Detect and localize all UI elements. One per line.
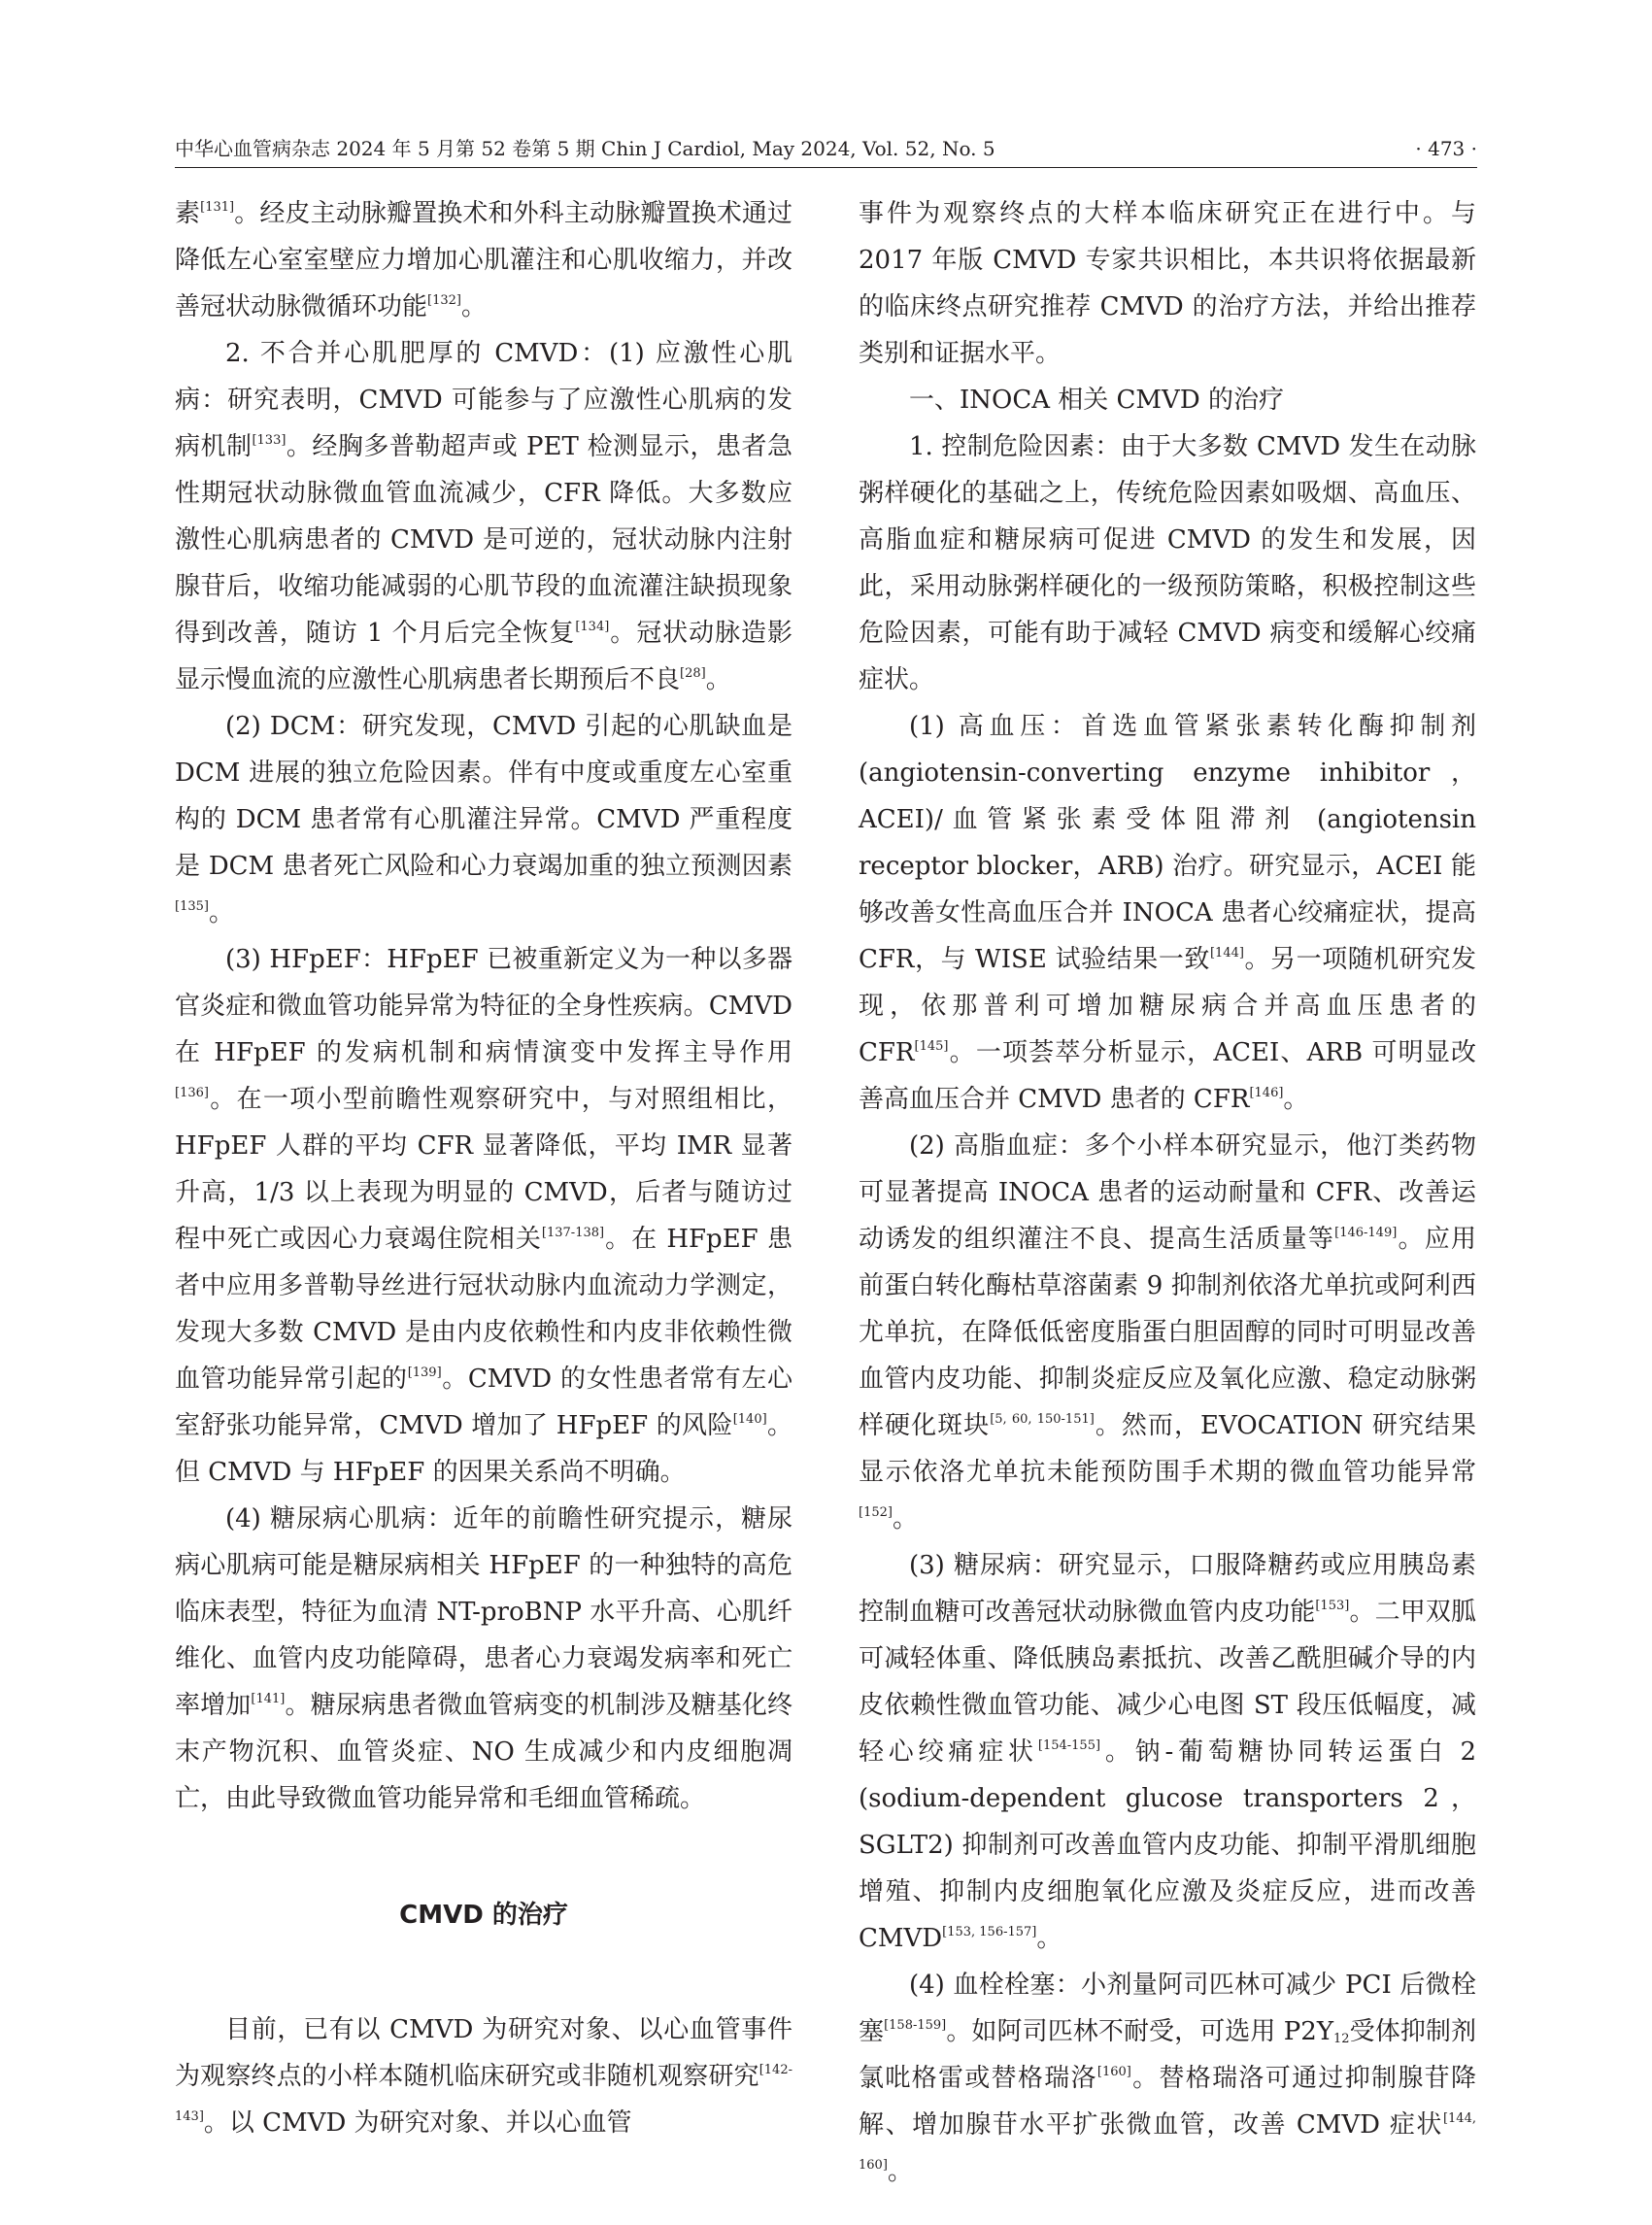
citation-ref: [139] [407,1365,442,1380]
citation-ref: [158-159] [884,2018,947,2033]
text-run: 。然而，EVOCATION 研究结果显示依洛尤单抗未能预防围手术期的微血管功能异常 [859,1411,1476,1487]
text-run: 。一项荟萃分析显示，ACEI、ARB 可明显改善高血压合并 CMVD 患者的 CFR [859,1038,1476,1114]
citation-ref: [28] [680,666,706,681]
paragraph [859,1542,1476,1962]
paragraph [859,703,1476,1123]
text-run: 。在 HFpEF 患者中应用多普勒导丝进行冠状动脉内血流动力学测定，发现大多数 CMVD 是由内皮依赖性和内皮非依赖性微血管功能异常引起的 [175,1225,792,1394]
paragraph: 1. 控制危险因素：由于大多数 CMVD 发生在动脉粥样硬化的基础之上，传统危险因素如吸烟、高血压、高脂血症和糖尿病可促进 CMVD 的发生和发展，因此，采用动脉粥样硬化的一级预防策略，积极控制这些危险因素，可能有助于减轻 CMVD 病变和缓解心绞痛症状。 [859,432,1476,694]
right-column [859,190,1476,2195]
citation-ref: [141] [251,1692,286,1706]
text-run: 。如阿司匹林不耐受，可选用 P2Y [946,2017,1334,2046]
subscript: 12 [1333,2032,1350,2046]
text-run: 。 [705,665,731,694]
text-run: (4) 糖尿病心肌病：近年的前瞻性研究提示，糖尿病心肌病可能是糖尿病相关 HFpEF 的一种独特的高危临床表型，特征为血清 NT-proBNP 水平升高、心肌纤维化、血管内皮功能障碍，患者心力衰竭发病率和死亡率增加 [175,1504,792,1720]
text-run: 。在一项小型前瞻性观察研究中，与对照组相比，HFpEF 人群的平均 CFR 显著降低，平均 IMR 显著升高，1/3 以上表现为明显的 CMVD，后者与随访过程中死亡或因心力衰竭住院相关 [175,1085,792,1254]
paragraph [175,1496,792,1822]
text-run: 。CMVD 的女性患者常有左心室舒张功能异常，CMVD 增加了 HFpEF 的风险 [175,1365,792,1440]
paragraph [175,936,792,1496]
paragraph [859,1962,1476,2195]
text-run: 。 [887,2157,913,2186]
text-run: 。 [1036,1924,1062,1953]
citation-ref: [153] [1315,1599,1350,1613]
text-run: (2) DCM：研究发现，CMVD 引起的心肌缺血是 DCM 进展的独立危险因素。伴有中度或重度左心室重构的 DCM 患者常有心肌灌注异常。CMVD 严重程度是 DCM 患者死亡风险和心力衰竭加重的独立预测因素 [175,712,792,881]
citation-ref: [133] [252,433,287,448]
text-run: 2. 不合并心肌肥厚的 CMVD：(1) 应激性心肌病：研究表明，CMVD 可能参与了应激性心肌病的发病机制 [175,339,792,461]
text-run: (1) 高血压：首选血管紧张素转化酶抑制剂 (angiotensin-converting enzyme inhibitor，ACEI)/血管紧张素受体阻滞剂 (angiotensin receptor blocker，ARB) 治疗。研究显示，ACEI 能够改善女性高血压合并 INOCA 患者心绞痛症状，提高 CFR，与 WISE 试验结果一致 [859,712,1476,974]
citation-ref: [132] [427,293,461,308]
citation-ref: [134] [575,620,610,634]
text-run: 目前，已有以 CMVD 为研究对象、以心血管事件为观察终点的小样本随机临床研究或非随机观察研究 [175,2015,792,2091]
page-number: · 473 · [1415,137,1477,160]
text-run: 。钠-葡萄糖协同转运蛋白 2 (sodium-dependent glucose transporters 2，SGLT2) 抑制剂可改善血管内皮功能、抑制平滑肌细胞增殖、抑制内皮细胞氧化应激及炎症反应，进而改善 CMVD [859,1737,1476,1953]
text-run: (2) 高脂血症：多个小样本研究显示，他汀类药物可显著提高 INOCA 患者的运动耐量和 CFR、改善运动诱发的组织灌注不良、提高生活质量等 [859,1131,1476,1254]
citation-ref: [137-138] [541,1226,605,1240]
text-run: (3) HFpEF：HFpEF 已被重新定义为一种以多器官炎症和微血管功能异常为特征的全身性疾病。CMVD 在 HFpEF 的发病机制和病情演变中发挥主导作用 [175,945,792,1067]
subsection-heading: 一、INOCA 相关 CMVD 的治疗 [909,386,1284,415]
citation-ref: [144, 160] [859,2111,1476,2173]
paragraph [859,1123,1476,1542]
text-run: 。 [460,292,487,321]
text-run: 。糖尿病患者微血管病变的机制涉及糖基化终末产物沉积、血管炎症、NO 生成减少和内皮细胞凋亡，由此导致微血管功能异常和毛细血管稀疏。 [175,1691,792,1813]
text-run: 素 [175,199,201,228]
text-run: (4) 血栓栓塞：小剂量阿司匹林可减少 PCI 后微栓塞 [859,1971,1476,2046]
citation-ref: [144] [1209,946,1244,961]
paragraph [175,190,792,330]
running-header [175,132,1477,165]
citation-ref: [160] [1096,2065,1131,2079]
paragraph [175,703,792,936]
paragraph [175,330,792,703]
text-run: 。 [892,1504,918,1534]
text-run: 。应用前蛋白转化酶枯草溶菌素 9 抑制剂依洛尤单抗或阿利西尤单抗，在降低低密度脂蛋白胆固醇的同时可明显改善血管内皮功能、抑制炎症反应及氧化应激、稳定动脉粥样硬化斑块 [859,1225,1476,1440]
citation-ref: [135] [175,899,209,914]
text-run: 。 [1283,1085,1309,1114]
text-run: 。但 CMVD 与 HFpEF 的因果关系尚不明确。 [175,1411,792,1487]
citation-ref: [136] [175,1086,209,1100]
citation-ref: [142-143] [175,2063,792,2124]
text-run: 。冠状动脉造影显示慢血流的应激性心肌病患者长期预后不良 [175,619,792,694]
text-run: 。二甲双胍可减轻体重、降低胰岛素抵抗、改善乙酰胆碱介导的内皮依赖性微血管功能、减少心电图 ST 段压低幅度，减轻心绞痛症状 [859,1598,1476,1767]
citation-ref: [146] [1249,1086,1284,1100]
citation-ref: [146-149] [1334,1226,1398,1240]
header-rule [175,167,1477,168]
text-run: 。另一项随机研究发现，依那普利可增加糖尿病合并高血压患者的 CFR [859,945,1476,1067]
citation-ref: [131] [200,200,235,215]
paragraph [175,2006,792,2146]
citation-ref: [5, 60, 150-151] [990,1412,1095,1427]
citation-ref: [154-155] [1037,1738,1101,1753]
section-heading: CMVD 的治疗 [399,1901,568,1930]
citation-ref: [145] [914,1039,949,1054]
text-run: (3) 糖尿病：研究显示，口服降糖药或应用胰岛素控制血糖可改善冠状动脉微血管内皮功能 [859,1551,1476,1627]
text-run: 。替格瑞洛可通过抑制腺苷降解、增加腺苷水平扩张微血管，改善 CMVD 症状 [859,2064,1476,2140]
paragraph: 事件为观察终点的大样本临床研究正在进行中。与 2017 年版 CMVD 专家共识相比，本共识将依据最新的临床终点研究推荐 CMVD 的治疗方法，并给出推荐类别和证据水平。 [859,199,1476,368]
text-run: 受体抑制剂氯吡格雷或替格瑞洛 [859,2017,1476,2093]
citation-ref: [140] [732,1412,767,1427]
text-run: 。经胸多普勒超声或 PET 检测显示，患者急性期冠状动脉微血管血流减少，CFR 降低。大多数应激性心肌病患者的 CMVD 是可逆的，冠状动脉内注射腺苷后，收缩功能减弱的心肌节段的血流灌注缺损现象得到改善，随访 1 个月后完全恢复 [175,432,792,648]
text-run: 。经皮主动脉瓣置换术和外科主动脉瓣置换术通过降低左心室室壁应力增加心肌灌注和心肌收缩力，并改善冠状动脉微循环功能 [175,199,792,321]
text-run: 。以 CMVD 为研究对象、并以心血管 [203,2108,632,2138]
journal-citation: 中华心血管病杂志 2024 年 5 月第 52 卷第 5 期 Chin J Cardiol, May 2024, Vol. 52, No. 5 [175,137,995,160]
citation-ref: [152] [859,1505,893,1520]
citation-ref: [153, 156-157] [942,1925,1037,1939]
left-column [175,190,792,2146]
text-run: 。 [208,898,234,927]
